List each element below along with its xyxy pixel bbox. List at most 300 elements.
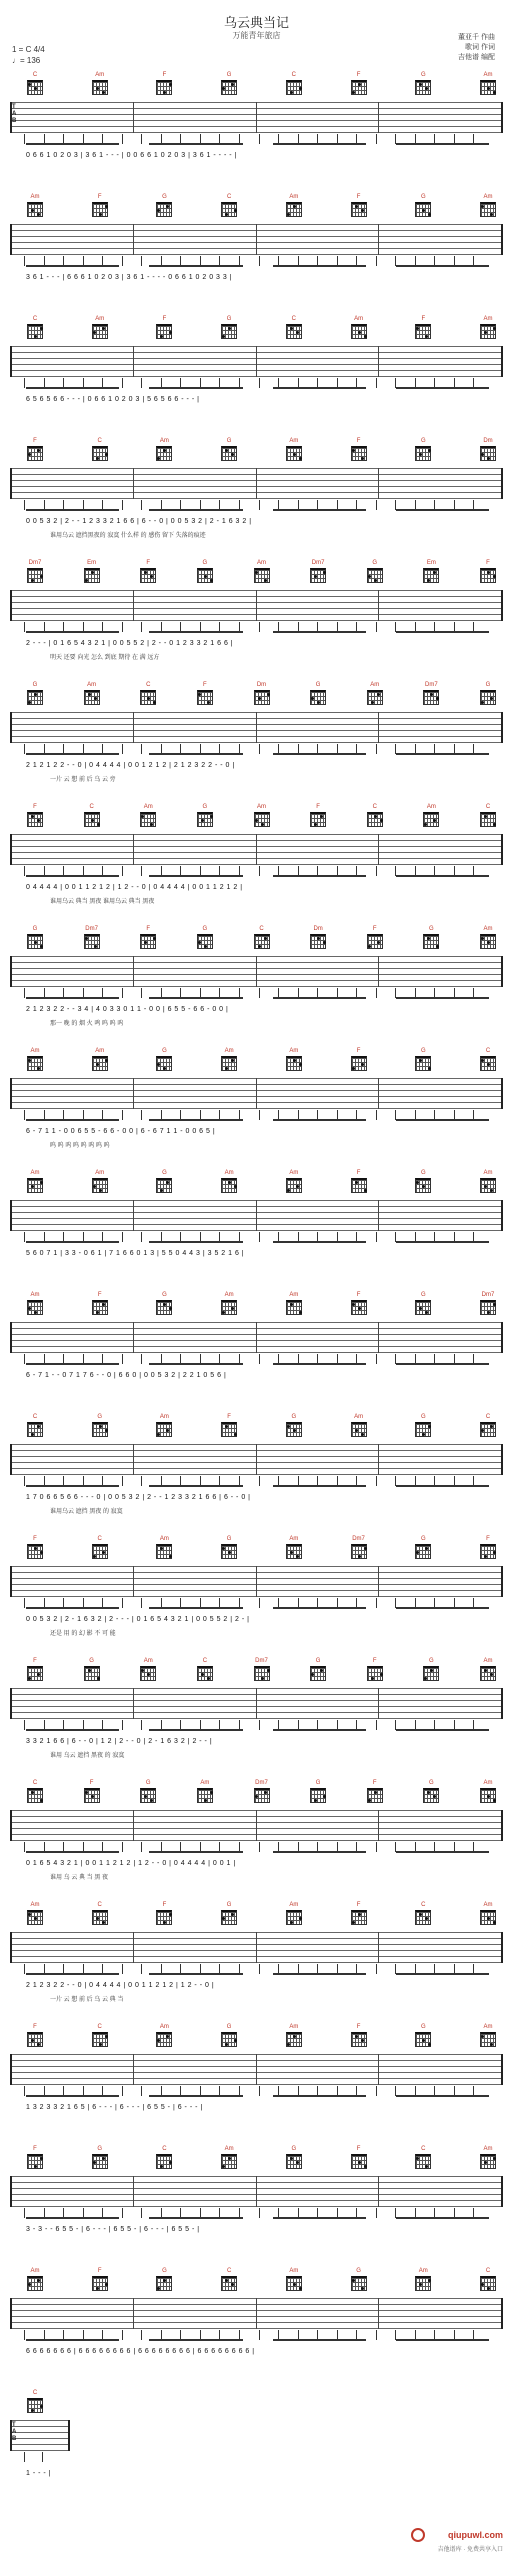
finger-dot <box>210 1791 213 1794</box>
rhythm-beam <box>149 1973 242 1975</box>
staff-line <box>10 1102 503 1103</box>
staff-line <box>10 1816 503 1817</box>
rhythm-beam <box>396 509 489 511</box>
chord-row <box>10 2390 503 2416</box>
finger-dot <box>153 937 156 940</box>
finger-dot <box>169 83 172 86</box>
rhythm-stem <box>259 378 260 388</box>
fretboard-grid <box>351 1300 367 1315</box>
chord-name: F <box>356 194 361 200</box>
rhythm-beam <box>273 875 366 877</box>
finger-dot <box>427 1791 430 1794</box>
finger-dot <box>37 213 40 216</box>
chord-diagram <box>151 1170 177 1196</box>
rhythm-stem <box>24 1842 25 1852</box>
tab-staff <box>10 1078 503 1114</box>
chord-diagram <box>410 72 436 98</box>
key-tempo <box>12 44 45 66</box>
staff-line <box>10 498 503 499</box>
rhythm-stem <box>376 1720 377 1730</box>
rhythm-beam <box>273 2217 366 2219</box>
chord-name: C <box>485 1048 491 1054</box>
fretboard-grid <box>92 80 108 95</box>
fretboard-grid <box>92 446 108 461</box>
finger-dot <box>255 571 258 574</box>
bar-line <box>10 346 12 377</box>
bar-line <box>133 1566 134 1597</box>
chord-name: G <box>420 194 426 200</box>
rhythm-beam <box>396 2339 489 2341</box>
finger-dot <box>358 1913 361 1916</box>
chord-diagram <box>346 1414 372 1440</box>
fretboard-grid <box>286 2154 302 2169</box>
finger-dot <box>144 1795 147 1798</box>
fretboard-grid <box>92 324 108 339</box>
fretboard-grid <box>197 1788 213 1803</box>
bar-line <box>10 224 12 255</box>
rhythm-stem <box>376 988 377 998</box>
fretboard-grid <box>415 2032 431 2047</box>
chord-name: Am <box>483 1658 493 1664</box>
staff-line <box>10 1596 503 1597</box>
chord-name: G <box>356 2268 361 2274</box>
rhythm-stem <box>376 378 377 388</box>
bar-line <box>256 1200 257 1231</box>
fretboard-grid <box>423 568 439 583</box>
tab-staff <box>10 834 503 870</box>
chord-diagram <box>87 1048 113 1074</box>
chord-name: Am <box>418 2268 428 2274</box>
rhythm-beam <box>273 2095 366 2097</box>
staff-line <box>10 1084 503 1085</box>
rhythm-beam <box>273 265 366 267</box>
finger-dot <box>487 941 490 944</box>
chord-name: Am <box>483 1780 493 1786</box>
chord-diagram <box>249 560 275 586</box>
finger-dot <box>102 1921 105 1924</box>
numbered-notation: 0 4 4 4 4 | 0 0 1 1 2 1 2 | 1 2 - - 0 | 0 4 4 4 4 | 0 0 1 1 2 1 2 | <box>26 884 243 891</box>
chord-name: Dm7 <box>85 926 98 932</box>
chord-name: F <box>33 1536 37 1542</box>
rhythm-beam <box>26 2339 119 2341</box>
staff-line <box>10 2194 503 2195</box>
chord-diagram <box>362 1780 388 1806</box>
rhythm-stem <box>24 1476 25 1486</box>
chord-name: G <box>315 1780 321 1786</box>
finger-dot <box>93 2161 96 2164</box>
chord-name: G <box>429 1780 434 1786</box>
tab-system <box>10 560 503 680</box>
fretboard-grid <box>27 202 43 217</box>
chord-diagram <box>475 2024 501 2050</box>
chord-diagram <box>362 926 388 952</box>
chord-name: C <box>226 2268 232 2274</box>
staff-line <box>10 2072 503 2073</box>
finger-dot <box>419 2283 422 2286</box>
fretboard-grid <box>286 1422 302 1437</box>
finger-dot <box>88 1669 91 1672</box>
rhythm-beam <box>396 997 489 999</box>
chord-name: F <box>146 560 151 566</box>
bar-line <box>133 224 134 255</box>
finger-dot <box>228 1551 231 1554</box>
tab-system <box>10 2268 503 2388</box>
finger-dot <box>96 1917 99 1920</box>
finger-dot <box>93 331 96 334</box>
fretboard-grid <box>221 324 237 339</box>
chord-name: Am <box>483 926 493 932</box>
fretboard-grid <box>415 1056 431 1071</box>
fretboard-grid <box>351 2154 367 2169</box>
finger-dot <box>99 1189 102 1192</box>
finger-dot <box>40 1799 43 1802</box>
fretboard-grid <box>415 324 431 339</box>
finger-dot <box>163 1921 166 1924</box>
tab-system <box>10 1536 503 1656</box>
fretboard-grid <box>415 2154 431 2169</box>
finger-dot <box>317 701 320 704</box>
fretboard-grid <box>221 1422 237 1437</box>
chord-diagram <box>22 2146 48 2172</box>
credits <box>458 33 495 63</box>
staff-line <box>10 1578 503 1579</box>
chord-name: F <box>33 804 37 810</box>
finger-dot <box>157 457 160 460</box>
tab-staff <box>10 1688 503 1724</box>
rhythm-beam <box>273 387 366 389</box>
finger-dot <box>493 823 496 826</box>
rhythm-stem <box>259 1110 260 1120</box>
rhythm-stem <box>259 622 260 632</box>
finger-dot <box>204 945 207 948</box>
fretboard-grid <box>221 1910 237 1925</box>
bar-line <box>10 2054 12 2085</box>
finger-dot <box>425 87 428 90</box>
rhythm-stem <box>24 1720 25 1730</box>
chord-diagram <box>362 1658 388 1684</box>
staff-line <box>10 230 503 231</box>
rhythm-stem <box>141 1232 142 1242</box>
rhythm-beam <box>149 1119 242 1121</box>
finger-dot <box>166 2035 169 2038</box>
numbered-notation: 2 1 2 3 2 2 - - 3 4 | 4 0 3 3 0 1 1 - 0 0 | 6 5 5 - 6 6 - 0 0 | <box>26 1006 229 1013</box>
finger-dot <box>264 937 267 940</box>
staff-line <box>10 1224 503 1225</box>
chord-diagram <box>22 804 48 830</box>
rhythm-stem <box>141 500 142 510</box>
chord-diagram <box>87 1170 113 1196</box>
fretboard-grid <box>27 1422 43 1437</box>
finger-dot <box>428 213 431 216</box>
chord-diagram <box>216 72 242 98</box>
staff-line <box>10 1956 503 1957</box>
lyrics-line: 一片 云 想 前 后 乌 云 典 当 <box>50 1997 124 2003</box>
fretboard-grid <box>310 1666 326 1681</box>
rhythm-beam <box>273 1851 366 1853</box>
chord-diagram <box>410 1536 436 1562</box>
finger-dot <box>40 945 43 948</box>
chord-name: F <box>146 926 151 932</box>
rhythm-stem <box>122 866 123 876</box>
chord-diagram <box>281 316 307 342</box>
lyrics-line: 谁用乌云 遮挡黑夜的 寂寞 什么样 的 感伤 留下 失落的痕迹 <box>50 533 206 539</box>
finger-dot <box>493 1799 496 1802</box>
finger-dot <box>222 87 225 90</box>
chord-diagram <box>475 682 501 708</box>
finger-dot <box>428 449 431 452</box>
rhythm-beam <box>273 2339 366 2341</box>
rhythm-beam <box>26 143 119 145</box>
chord-name: G <box>162 1292 167 1298</box>
finger-dot <box>364 1547 367 1550</box>
finger-dot <box>481 1429 484 1432</box>
numbered-notation: 6 5 6 5 6 6 - - - | 0 6 6 1 0 2 0 3 | 5 6 5 6 6 - - - | <box>26 396 200 403</box>
finger-dot <box>320 1669 323 1672</box>
chord-diagram <box>475 804 501 830</box>
fretboard-grid <box>286 80 302 95</box>
finger-dot <box>481 937 484 940</box>
site-tagline: 吉他谱库 · 免费共享入口 <box>437 2547 503 2553</box>
tab-system <box>10 1780 503 1900</box>
chord-diagram <box>418 1780 444 1806</box>
finger-dot <box>105 453 108 456</box>
rhythm-beam <box>396 1363 489 1365</box>
finger-dot <box>105 1059 108 1062</box>
chord-name: F <box>372 926 377 932</box>
finger-dot <box>96 1311 99 1314</box>
chord-row <box>10 1658 503 1684</box>
rhythm-stem <box>141 866 142 876</box>
finger-dot <box>141 1669 144 1672</box>
chord-diagram <box>305 926 331 952</box>
chord-name: Am <box>224 1292 234 1298</box>
fretboard-grid <box>480 202 496 217</box>
tab-system <box>10 926 503 1046</box>
chord-name: F <box>356 2024 361 2030</box>
chord-diagram <box>346 438 372 464</box>
chord-diagram <box>22 1292 48 1318</box>
tab-staff <box>10 2298 503 2334</box>
rhythm-stem <box>376 2330 377 2340</box>
finger-dot <box>228 2157 231 2160</box>
finger-dot <box>380 1673 383 1676</box>
chord-name: F <box>227 1414 231 1420</box>
fretboard-grid <box>140 1788 156 1803</box>
fretboard-grid <box>480 2276 496 2291</box>
finger-dot <box>160 2165 163 2168</box>
chord-diagram <box>281 1292 307 1318</box>
bar-line <box>256 712 257 743</box>
chord-name: Am <box>257 804 266 810</box>
staff-line <box>10 1200 503 1201</box>
finger-dot <box>255 819 258 822</box>
finger-dot <box>361 2039 364 2042</box>
chord-diagram <box>22 2390 48 2416</box>
tab-staff <box>10 956 503 992</box>
fretboard-grid <box>27 446 43 461</box>
staff-line <box>10 120 503 121</box>
chord-diagram <box>135 804 161 830</box>
chord-diagram <box>87 2146 113 2172</box>
finger-dot <box>296 1555 299 1558</box>
finger-dot <box>31 2039 34 2042</box>
rhythm-beam <box>273 1485 366 1487</box>
finger-dot <box>490 213 493 216</box>
fretboard-grid <box>286 1056 302 1071</box>
fretboard-grid <box>221 2276 237 2291</box>
finger-dot <box>358 1307 361 1310</box>
chord-name: F <box>162 1902 167 1908</box>
fretboard-grid <box>480 934 496 949</box>
staff-line <box>10 2060 503 2061</box>
fretboard-grid <box>27 1910 43 1925</box>
chord-name: Dm7 <box>311 560 325 566</box>
fretboard-grid <box>84 1666 100 1681</box>
finger-dot <box>490 1425 493 1428</box>
chord-row <box>10 194 503 220</box>
chord-name: Am <box>159 2024 169 2030</box>
fretboard-grid <box>480 1422 496 1437</box>
bar-line <box>501 1688 503 1719</box>
fretboard-grid <box>423 934 439 949</box>
finger-dot <box>425 1547 428 1550</box>
rhythm-stem <box>24 378 25 388</box>
rhythm-beam <box>149 1363 242 1365</box>
finger-dot <box>490 1189 493 1192</box>
staff-line <box>10 2298 503 2299</box>
fretboard-grid <box>415 1300 431 1315</box>
finger-dot <box>157 2039 160 2042</box>
fretboard-grid <box>423 690 439 705</box>
chord-name: Am <box>289 1292 299 1298</box>
fretboard-grid <box>351 446 367 461</box>
finger-dot <box>293 453 296 456</box>
chord-diagram <box>216 1414 242 1440</box>
staff-line <box>10 132 503 133</box>
chord-name: G <box>162 2268 167 2274</box>
rhythm-beam <box>149 875 242 877</box>
finger-dot <box>425 1311 428 1314</box>
rhythm-stem <box>259 1476 260 1486</box>
finger-dot <box>204 1799 207 1802</box>
fretboard-grid <box>92 202 108 217</box>
rhythm-beam <box>149 631 242 633</box>
fretboard-grid <box>84 568 100 583</box>
finger-dot <box>160 335 163 338</box>
staff-line <box>10 840 503 841</box>
fretboard-grid <box>221 2154 237 2169</box>
bar-line <box>501 1810 503 1841</box>
staff-line <box>10 1090 503 1091</box>
chord-name: G <box>202 560 208 566</box>
finger-dot <box>231 1307 234 1310</box>
chord-name: Am <box>159 1414 169 1420</box>
chord-name: F <box>162 316 167 322</box>
fretboard-grid <box>351 202 367 217</box>
finger-dot <box>34 335 37 338</box>
chord-name: Am <box>354 316 364 322</box>
lyrics-line: 明天 还要 向光 怎么 到底 期待 在 满 远方 <box>50 655 160 661</box>
chord-name: C <box>485 2268 491 2274</box>
finger-dot <box>293 205 296 208</box>
staff-line <box>10 1706 503 1707</box>
finger-dot <box>40 327 43 330</box>
fretboard-grid <box>140 1666 156 1681</box>
finger-dot <box>144 941 147 944</box>
chord-name: G <box>32 926 38 932</box>
chord-name: G <box>226 316 232 322</box>
chord-name: G <box>420 1048 426 1054</box>
chord-row <box>10 804 503 830</box>
chord-name: Am <box>30 1048 40 1054</box>
staff-line <box>10 2304 503 2305</box>
chord-name: Am <box>483 316 493 322</box>
tab-staff <box>10 468 503 504</box>
chord-row <box>10 1780 503 1806</box>
finger-dot <box>299 87 302 90</box>
chord-name: Am <box>483 1902 493 1908</box>
finger-dot <box>37 2279 40 2282</box>
rhythm-stem <box>24 1110 25 1120</box>
finger-dot <box>28 83 31 86</box>
site-brand[interactable]: qiupuwl.com <box>448 2530 503 2540</box>
chord-name: G <box>32 682 38 688</box>
staff-line <box>10 352 503 353</box>
finger-dot <box>299 1917 302 1920</box>
finger-dot <box>422 2039 425 2042</box>
chord-name: F <box>33 1658 37 1664</box>
tab-staff <box>10 2420 503 2456</box>
fretboard-grid <box>156 1178 172 1193</box>
finger-dot <box>296 1185 299 1188</box>
chord-diagram <box>87 1292 113 1318</box>
chord-name: G <box>226 72 232 78</box>
chord-diagram <box>192 804 218 830</box>
bar-line <box>501 834 503 865</box>
chord-row <box>10 1170 503 1196</box>
finger-dot <box>317 937 320 940</box>
chord-name: Am <box>224 1048 234 1054</box>
finger-dot <box>166 205 169 208</box>
chord-name: Am <box>289 194 299 200</box>
chord-diagram <box>22 926 48 952</box>
staff-line <box>10 608 503 609</box>
fretboard-grid <box>480 2154 496 2169</box>
rhythm-stem <box>376 500 377 510</box>
bar-line <box>501 2176 503 2207</box>
chord-diagram <box>151 2146 177 2172</box>
staff-line <box>10 730 503 731</box>
fretboard-grid <box>480 446 496 461</box>
chord-name: Am <box>200 1780 210 1786</box>
finger-dot <box>225 213 228 216</box>
rhythm-beam <box>149 2095 242 2097</box>
chord-name: G <box>97 2146 103 2152</box>
staff-line <box>10 742 503 743</box>
bar-line <box>501 2054 503 2085</box>
rhythm-beam <box>273 509 366 511</box>
chord-diagram <box>249 926 275 952</box>
rhythm-stem <box>24 744 25 754</box>
bar-line <box>133 346 134 377</box>
chord-name: G <box>420 1536 426 1542</box>
finger-dot <box>419 453 422 456</box>
finger-dot <box>102 2157 105 2160</box>
staff-line <box>10 736 503 737</box>
chord-name: C <box>32 316 38 322</box>
rhythm-stem <box>141 744 142 754</box>
finger-dot <box>424 823 427 826</box>
